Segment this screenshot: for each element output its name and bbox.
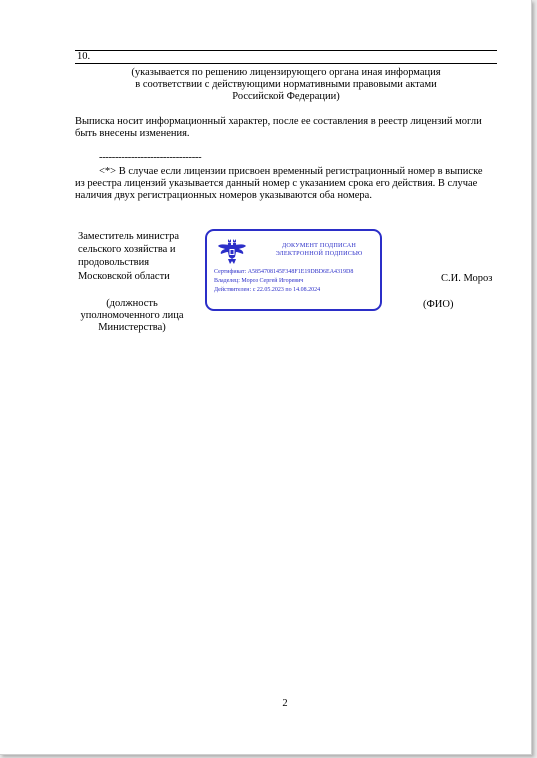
position-caption-line-1: (должность [106, 298, 158, 309]
footnote-line-3: наличия двух регистрационных номеров указываются оба номера. [75, 190, 372, 201]
footnote-separator: -------------------------------- [99, 152, 202, 163]
item-number: 10. [77, 51, 91, 62]
footnote-line-1: <*> В случае если лицензии присвоен временный регистрационный номер в выписке [99, 166, 483, 177]
russian-coat-of-arms-icon [217, 237, 247, 267]
note-line-3: Российской Федерации) [232, 91, 340, 102]
note-line-2: в соответствии с действующими нормативными правовыми актами [135, 79, 437, 90]
signer-position-line-4: Московской области [78, 271, 170, 282]
signer-name: С.И. Мороз [441, 273, 493, 284]
note-line-1: (указывается по решению лицензирующего органа иная информация [131, 67, 441, 78]
signer-position-line-2: сельского хозяйства и [78, 244, 176, 255]
stamp-title-line-1: ДОКУМЕНТ ПОДПИСАН [281, 242, 357, 249]
position-caption-line-2: уполномоченного лица [80, 310, 184, 321]
fio-caption: (ФИО) [423, 299, 454, 310]
stamp-validity: Действителен: с 22.05.2023 по 14.08.2024 [214, 287, 321, 293]
stamp-certificate: Сертификат: A5854708145F348F1E19DBD6EA4319D8 [214, 269, 354, 275]
electronic-signature-stamp [205, 229, 382, 311]
stamp-title-line-2: ЭЛЕКТРОННОЙ ПОДПИСЬЮ [275, 250, 363, 257]
top-rule [75, 50, 497, 51]
footnote-line-2: из реестра лицензий указывается данный номер с указанием срока его действия. В случае [75, 178, 478, 189]
field-underline [75, 63, 497, 64]
stamp-owner: Владелец: Мороз Сергей Игоревич [214, 278, 304, 284]
signer-position-line-3: продовольствия [78, 257, 150, 268]
info-paragraph-line-2: быть внесены изменения. [75, 128, 190, 139]
info-paragraph-line-1: Выписка носит информационный характер, после ее составления в реестр лицензий могли [75, 116, 482, 127]
position-caption-line-3: Министерства) [98, 322, 166, 333]
signer-position-line-1: Заместитель министра [78, 231, 180, 242]
page-number: 2 [282, 698, 288, 709]
